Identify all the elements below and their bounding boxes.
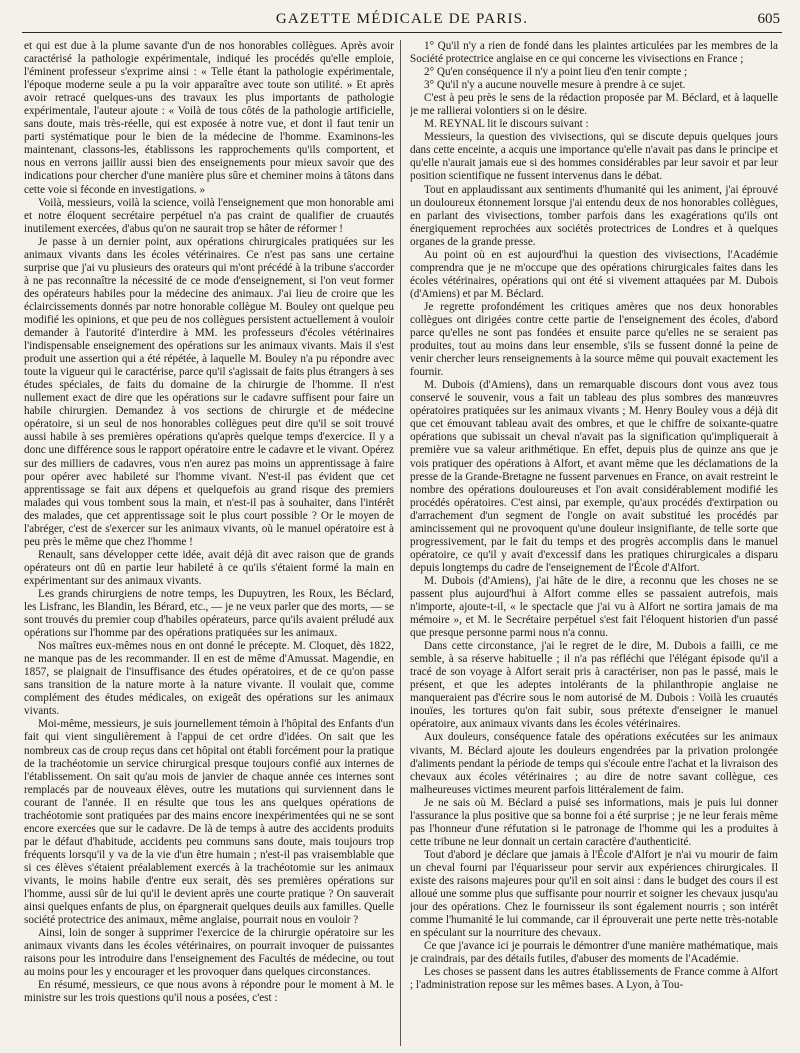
page-number: 605 xyxy=(757,11,780,27)
paragraph: Je passe à un dernier point, aux opérations chirurgicales pratiquées sur les animaux vivants dans les écoles vétérinaires. Ce n'est pas sans une certaine surprise que j'ai vu plusieurs des orateurs qui m'ont précédé à la tribune s'accorder à ne pas reconnaître la nécessité de ce mode d'enseignement, si l'on veut former des opérateurs habiles pour la médecine des animaux. J'ai lieu de croire que les éclaircissements donnés par notre honorable collègue M. Bouley ont quelque peu modifié les opinions, et que peu de nos collègues persistent actuellement à vouloir demander à l'autorité d'interdire à MM. les professeurs d'écoles vétérinaires l'indispensable enseignement des opérations sur les animaux vivants. Mais il s'est produit une assertion qui a été répétée, à laquelle M. Bouley n'a pu répondre avec toute la vigueur qui le caractérise, parce qu'il s'agissait de faits plus étrangers à ses études spéciales, de faits du domaine de la chirurgie de l'homme. Il n'est nullement exact de dire que les opérations sur le cadavre suffisent pour faire un habile chirurgien. Demandez à vos sections de chirurgie et de médecine opératoire, si un seul de nos honorables collègues peut dire qu'il se soit trouvé aussi habile à ses premières opérations qu'après quelque temps d'exercice. Il y a donc une différence sous le rapport opératoire entre le cadavre et le vivant. Opérez sur des milliers de cadavres, vous n'en aurez pas moins un apprentissage à faire pour opérer avec habileté sur l'homme vivant. N'est-il pas évident que cet apprentissage se fait aux dépens et quelquefois au grand risque des premiers malades qui vous tombent sous la main, et n'est-il pas à souhaiter, dans l'intérêt des malades, que cet apprentissage soit le plus court possible ? Or le moyen de l'abréger, c'est de s'exercer sur les animaux vivants, où le manuel opératoire est à peu près le même que chez l'homme ! xyxy=(24,235,394,548)
column-divider xyxy=(400,40,401,1046)
paragraph: Ce que j'avance ici je pourrais le démontrer d'une manière mathématique, mais je craindrais, par des détails futiles, d'abuser des moments de l'Académie. xyxy=(410,940,778,966)
paragraph: Ainsi, loin de songer à supprimer l'exercice de la chirurgie opératoire sur les animaux vivants dans les écoles vétérinaires, on pourrait invoquer de puissantes raisons pour les introduire dans l'enseignement des Facultés de médecine, ou tout au moins pour les y encourager et les provoquer dans quelques circonstances. xyxy=(24,927,394,979)
paragraph: Je ne sais où M. Béclard a puisé ses informations, mais je puis lui donner l'assurance la plus positive que sa bonne foi a été surprise ; je ne leur ferais même pas l'honneur d'une réfutation si le patronage de l'homme qui les a produites à cette tribune ne leur donnait un certain caractère d'authenticité. xyxy=(410,796,778,848)
paragraph: 1° Qu'il n'y a rien de fondé dans les plaintes articulées par les membres de la Société protectrice anglaise en ce qui concerne les vivisections en France ; xyxy=(410,40,778,66)
paragraph: Les grands chirurgiens de notre temps, les Dupuytren, les Roux, les Béclard, les Lisfranc, les Blandin, les Bérard, etc., — je ne veux parler que des morts, — se sont trouvés du premier coup d'habiles opérateurs, parce qu'ils avaient préludé aux opérations sur l'homme par des opérations pratiquées sur les animaux. xyxy=(24,587,394,640)
paragraph: Aux douleurs, conséquence fatale des opérations exécutées sur les animaux vivants, M. Béclard ajoute les douleurs engendrées par la privation prolongée d'aliments pendant la période de temps qui s'écoule entre l'achat et la livraison des chevaux aux écoles vétérinaires ; au dire de notre savant collègue, ces malheureuses victimes meurent parfois littéralement de faim. xyxy=(410,731,778,796)
paragraph: 2° Qu'en conséquence il n'y a point lieu d'en tenir compte ; xyxy=(424,66,688,79)
right-column xyxy=(410,40,778,1046)
paragraph: C'est à peu près le sens de la rédaction proposée par M. Béclard, et à laquelle je me rallierai volontiers si on le désire. xyxy=(410,92,778,118)
paragraph: En résumé, messieurs, ce que nous avons à répondre pour le moment à M. le ministre sur les trois questions qu'il nous a posées, c'est : xyxy=(24,979,394,1005)
paragraph: Tout d'abord je déclare que jamais à l'École d'Alfort je n'ai vu mourir de faim un cheval fourni par l'équarisseur pour servir aux expériences chirurgicales. Il existe des raisons majeures pour qu'il en soit ainsi : dans le budget des cours il est alloué une somme plus que suffisante pour nourrir et soigner les chevaux jusqu'au jour des opérations. Chez le fournisseur ils sont également nourris ; son intérêt comme l'humanité le lui commande, car il éprouverait une perte nette très-notable en spéculant sur la nourriture des chevaux. xyxy=(410,848,778,940)
paragraph: Dans cette circonstance, j'ai le regret de le dire, M. Dubois a failli, ce me semble, à sa réserve habituelle ; il n'a pas réfléchi que l'élégant épisode qu'il a tracé de son voyage à Alfort serait pris à caractériser, non pas le passé, mais le présent, et que les adeptes intolérants de la philanthropie anglaise ne manqueraient pas d'écrire sous le nom autorisé de M. Dubois : Voilà les cruautés inouïes, les tortures qu'on fait subir, sous prétexte d'enseigner le manuel opératoire, aux animaux vivants dans les écoles vétérinaires. xyxy=(410,640,778,731)
paragraph: Nos maîtres eux-mêmes nous en ont donné le précepte. M. Cloquet, dès 1822, ne manque pas de les recommander. Il en est de même d'Amussat. Magendie, en 1857, se plaignait de l'insuffisance des études opératoires, et de ce qu'on passe sans transition de la nature morte à la nature vivante. Il voulait que, comme complément des études médicales, on exigeât des opérations sur les animaux vivants. xyxy=(24,640,394,718)
paragraph: Messieurs, la question des vivisections, qui se discute depuis quelques jours dans cette enceinte, a acquis une importance qu'elle n'avait pas dans le principe et qu'elle n'aurait jamais eue si des hommes considérables par leur savoir et par leur position scientifique ne fussent intervenus dans le débat. xyxy=(410,131,778,183)
paragraph: et qui est due à la plume savante d'un de nos honorables collègues. Après avoir caractérisé la pathologie expérimentale, indiqué les procédés qu'elle emploie, l'éminent professeur s'exprime ainsi : « Telle étant la pathologie expérimentale, l'époque moderne seule a pu la voir apparaître avec toute son utilité. » Et après avoir retracé quelques-uns des travaux les plus importants de pathologie expérimentale, l'auteur ajoute : « Voilà de tous côtés de la pathologie artificielle, sans doute, mais très-réelle, qui est exposée à notre vue, et dont il faut tenir un parti systématique pour le bien de la médecine de l'homme. Examinons-les maintenant, classons-les, établissons les rapprochements qu'ils comportent, et nous en verrons jaillir aussi bien des enseignements pour mieux savoir que des indications pour chercher d'une manière plus sûre et cheminer moins à tâtons dans cette voie si féconde en investigations. » xyxy=(24,40,394,196)
paragraph: M. REYNAL lit le discours suivant : xyxy=(424,118,589,131)
paragraph: M. Dubois (d'Amiens), dans un remarquable discours dont vous avez tous conservé le souvenir, vous a fait un tableau des plus sombres des manœuvres opératoires pratiquées sur les animaux vivants ; M. Henry Bouley vous a déjà dit que cet émouvant tableau avait des ombres, et que le chiffre de soixante-quatre opérations que subissait un cheval n'avait pas la signification qu'impliquerait à première vue sa valeur arithmétique. En effet, depuis plus de quinze ans que je vois pratiquer des opérations à Alfort, et avant même que les déclamations de la presse de la Grande-Bretagne ne fussent parvenues en France, on avait restreint le nombre des opérations douloureuses et l'on avait considérablement modifié les procédés opératoires. C'est ainsi, par exemple, qu'aux procédés d'extirpation ou d'arrachement d'un segment de l'ongle on avait substitué les procédés par amincissement qui ne provoquent qu'une douleur insignifiante, de telle sorte que progressivement, par le fait du temps et des progrès accomplis dans le manuel opératoire, ce qu'il y avait d'excessif dans les pratiques chirurgicales a disparu depuis longtemps du cadre de l'enseignement de l'École d'Alfort. xyxy=(410,379,778,574)
page-header xyxy=(22,8,782,33)
paragraph: M. Dubois (d'Amiens), j'ai hâte de le dire, a reconnu que les choses ne se passent plus aujourd'hui à Alfort comme elles se passaient autrefois, mais n'importe, ajoute-t-il, « le spectacle que j'ai vu à Alfort ne sortira jamais de ma mémoire », et M. le Secrétaire perpétuel s'est fait l'éloquent historien d'un passé que presque personne parmi nous n'a connu. xyxy=(410,574,778,640)
paragraph: Renault, sans développer cette idée, avait déjà dit avec raison que de grands opérateurs ont dû en partie leur habileté à ce qu'ils s'étaient formé la main en expérimentant sur des animaux vivants. xyxy=(24,548,394,587)
paragraph: Tout en applaudissant aux sentiments d'humanité qui les animent, j'ai éprouvé un douloureux étonnement lorsque j'ai entendu deux de nos honorables collègues, en parlant des vivisections, tomber parfois dans les exagérations qu'ils ont énergiquement reprochées aux sociétés protectrices de Londres et à quelques organes de la grande presse. xyxy=(410,183,778,248)
left-column xyxy=(24,40,394,1046)
paragraph: Voilà, messieurs, voilà la science, voilà l'enseignement que mon honorable ami et notre éloquent secrétaire perpétuel n'a pas craint de qualifier de cruautés inutilement exercées, d'abus qu'on ne saurait trop se hâter de réformer ! xyxy=(24,196,394,235)
paragraph: Moi-même, messieurs, je suis journellement témoin à l'hôpital des Enfants d'un fait qui vient singulièrement à l'appui de cet ordre d'idées. On sait que les nombreux cas de croup reçus dans cet hôpital ont établi forcément pour la pratique de la trachéotomie un service chirurgical presque toujours confié aux internes de l'établissement. On sait qu'au mois de janvier de chaque année ces internes sont remplacés par de nouveaux élèves, outre les mutations qui surviennent dans le courant de l'année. Il en résulte que tous les ans quelques opérations de trachéotomie sont pratiquées par des mains encore inexpérimentées qui ne se sont encore exercées que sur le cadavre. De là de temps à autre des accidents produits par le défaut d'habitude, accidents peu communs sans doute, mais toujours trop fréquents lorsqu'il y va de la vie d'un être humain ; n'est-il pas vraisemblable que si ces élèves s'étaient préalablement exercés à la trachéotomie sur les animaux vivants, le moins habile d'entre eux serait, dès ses premières opérations sur l'homme, aussi sûr de lui qu'il le devient après une courte pratique ? On sauverait ainsi quelques enfants de plus, on épargnerait quelques deuils aux familles. Quelle société protectrice des animaux, même anglaise, pourrait nous en vouloir ? xyxy=(24,718,394,927)
paragraph: Les choses se passent dans les autres établissements de France comme à Alfort ; l'administration repose sur les mêmes bases. A Lyon, à Tou- xyxy=(410,966,778,992)
journal-title: GAZETTE MÉDICALE DE PARIS. xyxy=(275,11,529,27)
paragraph: 3° Qu'il n'y a aucune nouvelle mesure à prendre à ce sujet. xyxy=(424,79,686,92)
paragraph: Je regrette profondément les critiques amères que nos deux honorables collègues ont dirigées contre cette partie de l'enseignement des écoles, d'abord parce qu'elles ne sont pas fondées et ensuite parce qu'elles ne se seraient pas produites, tout au moins dans leur ensemble, s'ils se fussent donné la peine de venir chercher leurs renseignements à la source même qui pouvait exactement les fournir. xyxy=(410,300,778,379)
paragraph: Au point où en est aujourd'hui la question des vivisections, l'Académie comprendra que je ne m'occupe que des opérations chirurgicales faites dans les écoles vétérinaires, opérations qui ont été si vivement attaquées par M. Dubois (d'Amiens) et par M. Béclard. xyxy=(410,248,778,300)
